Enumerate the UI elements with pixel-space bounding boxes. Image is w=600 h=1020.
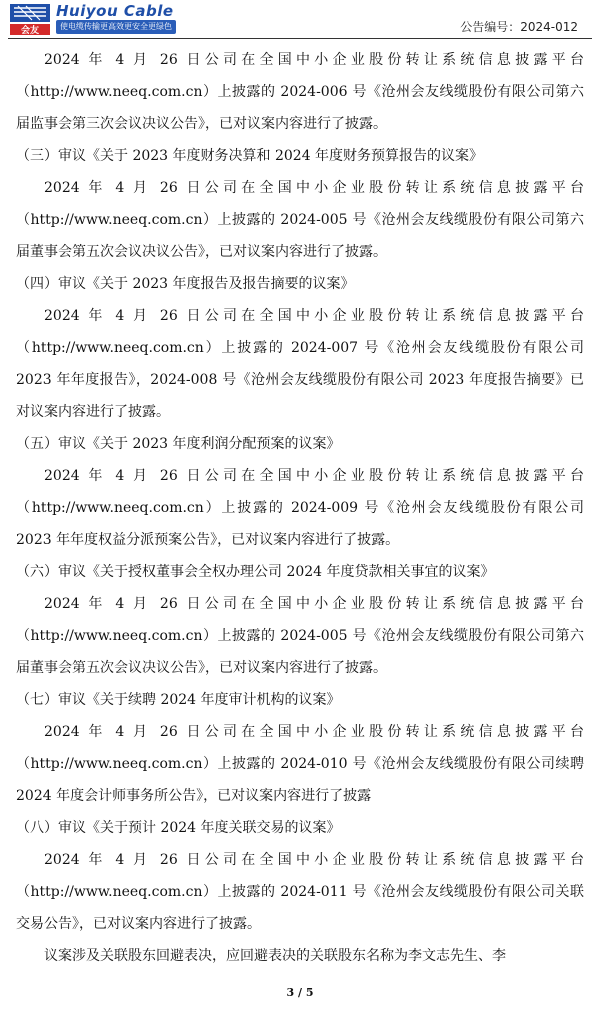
- paragraph-body: 议案涉及关联股东回避表决，应回避表决的关联股东名称为李文志先生、李: [44, 948, 506, 964]
- section-heading: （八）审议《关于预计 2024 年度关联交易的议案》: [16, 820, 341, 836]
- paragraph-body: 2024 年 4 月 26 日公司在全国中小企业股份转让系统信息披露平台（http://www.neeq.com.cn）上披露的 2024-009 号《沧州会友线缆股份有限公司 2023 年年度权益分派预案公告》，已对议案内容进行了披露。: [16, 468, 584, 548]
- page-header: [0, 0, 600, 40]
- section-heading: （三）审议《关于 2023 年度财务决算和 2024 年度财务预算报告的议案》: [16, 148, 484, 164]
- company-logo: [8, 2, 198, 36]
- paragraph-body: 2024 年 4 月 26 日公司在全国中小企业股份转让系统信息披露平台（http://www.neeq.com.cn）上披露的 2024-011 号《沧州会友线缆股份有限公司关联交易公告》，已对议案内容进行了披露。: [16, 852, 584, 932]
- section-heading: （五）审议《关于 2023 年度利润分配预案的议案》: [16, 436, 341, 452]
- paragraph-body: 2024 年 4 月 26 日公司在全国中小企业股份转让系统信息披露平台（http://www.neeq.com.cn）上披露的 2024-005 号《沧州会友线缆股份有限公司第六届董事会第五次会议决议公告》，已对议案内容进行了披露。: [16, 180, 584, 260]
- svg-text:会友: 会友: [20, 26, 40, 36]
- section-heading: （六）审议《关于授权董事会全权办理公司 2024 年度贷款相关事宜的议案》: [16, 564, 495, 580]
- header-divider: [8, 38, 592, 39]
- section-heading: （四）审议《关于 2023 年度报告及报告摘要的议案》: [16, 276, 355, 292]
- document-body: [16, 44, 584, 972]
- paragraph-body: 2024 年 4 月 26 日公司在全国中小企业股份转让系统信息披露平台（http://www.neeq.com.cn）上披露的 2024-010 号《沧州会友线缆股份有限公司续聘 2024 年度会计师事务所公告》，已对议案内容进行了披露: [16, 724, 584, 804]
- logo-slogan: 使电缆传输更高效更安全更绿色: [56, 20, 176, 34]
- paragraph-body: 2024 年 4 月 26 日公司在全国中小企业股份转让系统信息披露平台（http://www.neeq.com.cn）上披露的 2024-007 号《沧州会友线缆股份有限公司 2023 年年度报告》，2024-008 号《沧州会友线缆股份有限公司 2023 年度报告摘要》已对议案内容进行了披露。: [16, 308, 584, 420]
- logo-english-name: Huiyou Cable: [56, 2, 174, 20]
- paragraph-body: 2024 年 4 月 26 日公司在全国中小企业股份转让系统信息披露平台（http://www.neeq.com.cn）上披露的 2024-006 号《沧州会友线缆股份有限公司第六届监事会第三次会议决议公告》，已对议案内容进行了披露。: [16, 52, 584, 132]
- announcement-number: 公告编号：2024-012: [460, 20, 578, 34]
- page-number: 3 / 5: [286, 986, 314, 999]
- section-heading: （七）审议《关于续聘 2024 年度审计机构的议案》: [16, 692, 341, 708]
- logo-mark-icon: [8, 2, 52, 36]
- paragraph-body: 2024 年 4 月 26 日公司在全国中小企业股份转让系统信息披露平台（http://www.neeq.com.cn）上披露的 2024-005 号《沧州会友线缆股份有限公司第六届董事会第五次会议决议公告》，已对议案内容进行了披露。: [16, 596, 584, 676]
